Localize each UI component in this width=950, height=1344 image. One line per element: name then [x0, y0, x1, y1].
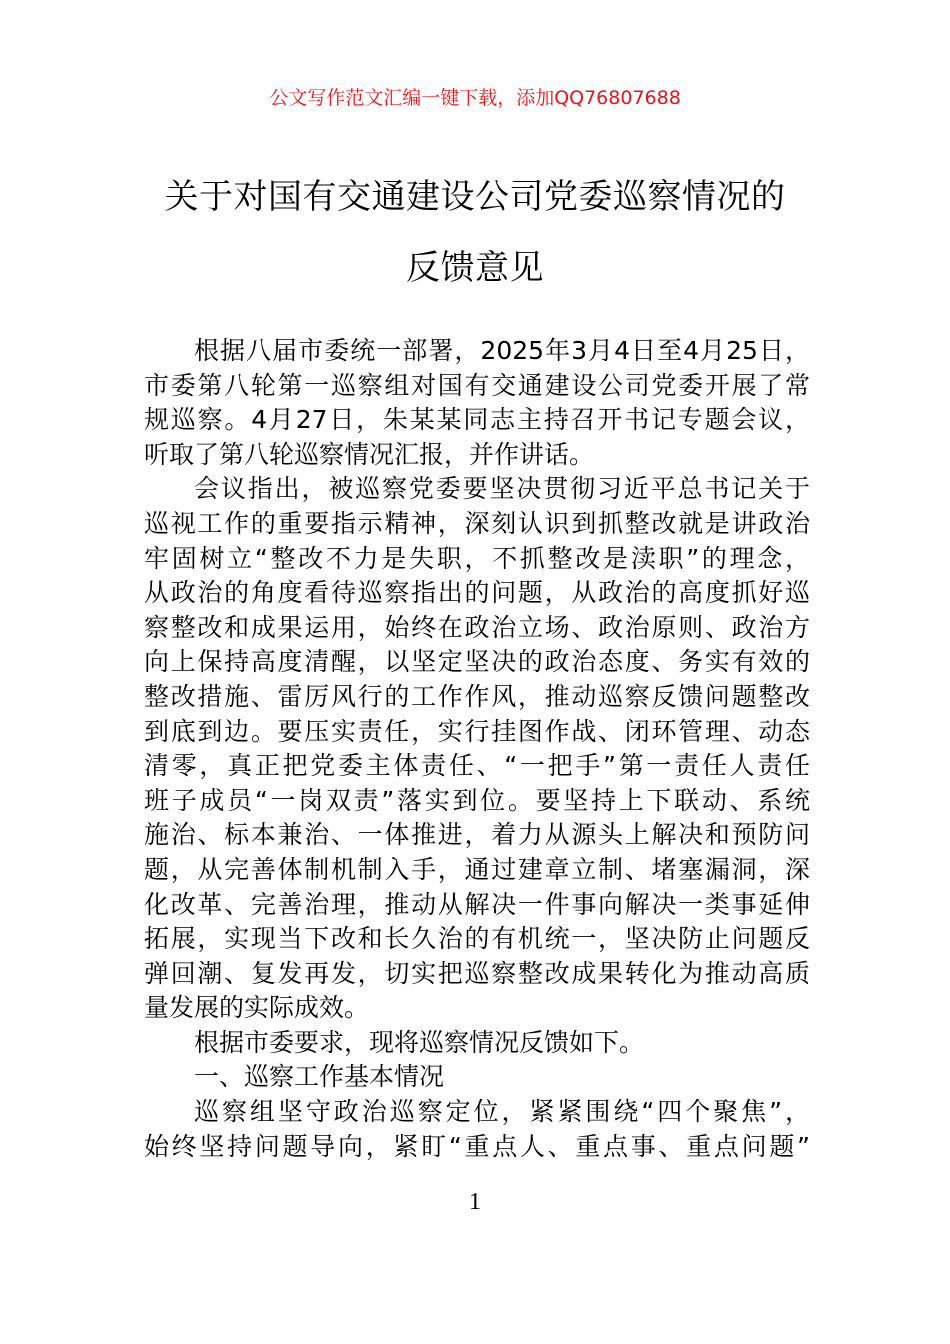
- document-body: [144, 334, 810, 1164]
- body-line: 会议指出，被巡察党委要坚决贯彻习近平总书记关于: [194, 474, 810, 504]
- section-heading: 一、巡察工作基本情况: [194, 1062, 445, 1092]
- body-line: 根据八届市委统一部署，2025年3月4日至4月25日，: [194, 336, 810, 365]
- body-line: 化改革、完善治理，推动从解决一件事向解决一类事延伸: [144, 889, 810, 919]
- document-title-line-1: 关于对国有交通建设公司党委巡察情况的: [164, 177, 786, 217]
- body-line: 规巡察。4月27日，朱某某同志主持召开书记专题会议，: [144, 405, 810, 435]
- body-line: 弹回潮、复发再发，切实把巡察整改成果转化为推动高质: [144, 958, 810, 988]
- body-line: 牢固树立“整改不力是失职，不抓整改是渎职”的理念，: [144, 543, 810, 573]
- body-line: 到底到边。要压实责任，实行挂图作战、闭环管理、动态: [144, 716, 810, 746]
- body-line: 市委第八轮第一巡察组对国有交通建设公司党委开展了常: [144, 370, 810, 400]
- body-line: 班子成员“一岗双责”落实到位。要坚持上下联动、系统: [144, 785, 810, 815]
- body-line: 根据市委要求，现将巡察情况反馈如下。: [194, 1027, 645, 1057]
- body-line: 察整改和成果运用，始终在政治立场、政治原则、政治方: [144, 612, 810, 642]
- body-line: 始终坚持问题导向，紧盯“重点人、重点事、重点问题”: [144, 1131, 810, 1161]
- body-line: 向上保持高度清醒，以坚定坚决的政治态度、务实有效的: [144, 647, 810, 677]
- body-line: 整改措施、雷厉风行的工作作风，推动巡察反馈问题整改: [144, 681, 810, 711]
- body-line: 题，从完善体制机制入手，通过建章立制、堵塞漏洞，深: [144, 854, 810, 884]
- document-title-line-2: 反馈意见: [406, 248, 544, 288]
- body-line: 清零，真正把党委主体责任、“一把手”第一责任人责任: [144, 751, 810, 781]
- body-line: 巡视工作的重要指示精神，深刻认识到抓整改就是讲政治: [144, 508, 810, 538]
- body-line: 施治、标本兼治、一体推进，着力从源头上解决和预防问: [144, 820, 810, 850]
- body-line: 拓展，实现当下改和长久治的有机统一，坚决防止问题反: [144, 924, 810, 954]
- page-number: 1: [469, 1189, 481, 1215]
- download-watermark: 公文写作范文汇编一键下载，添加QQ76807688: [269, 87, 681, 109]
- body-line: 听取了第八轮巡察情况汇报，并作讲话。: [144, 439, 595, 469]
- body-line: 巡察组坚守政治巡察定位，紧紧围绕“四个聚焦”，: [194, 1097, 810, 1127]
- body-line: 从政治的角度看待巡察指出的问题，从政治的高度抓好巡: [144, 578, 810, 608]
- body-line: 量发展的实际成效。: [144, 993, 370, 1023]
